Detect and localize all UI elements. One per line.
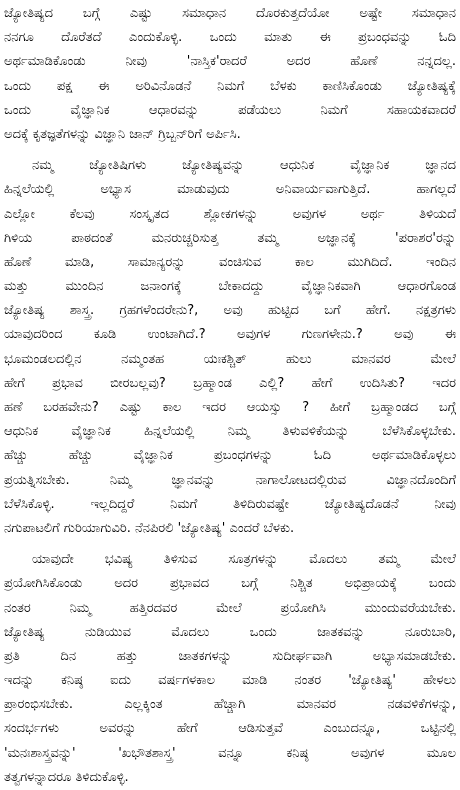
text-line: ಜ್ಯೋತಿಷ್ಯ ಶಾಸ್ತ್ರ. ಗ್ರಹಗಳೆಂದರೇನು?, ಅವು ಹುಟ್ಟಿದ ಬಗೆ ಹೇಗೆ. ನಕ್ಷತ್ರಗಳು	[4, 303, 456, 319]
text-line: ಆಧುನಿಕ ವೈಜ್ಞಾನಿಕ ಹಿನ್ನಲೆಯಲ್ಲಿ ನಿಮ್ಮ ತಿಳುವಳಿಕೆಯನ್ನು ಬೆಳೆಸಿಕೊಳ್ಳಬೇಕು.	[4, 424, 456, 440]
text-line: ಇದನ್ನು ಕನಿಷ್ಠ ಐದು ವರ್ಷಗಳಕಾಲ ಮಾಡಿ ನಂತರ 'ಜ್ಯೋತಿಷ್ಯ' ಹೇಳಲು	[4, 673, 456, 689]
text-line: ಭೂಮಂಡಲದಲ್ಲಿನ ನಮ್ಮಂತಹ ಯಃಕಶ್ಚಿತ್ ಹುಲು ಮಾನವರ ಮೇಲೆ	[4, 351, 456, 367]
paragraph-spacer	[4, 147, 456, 154]
paragraph-3	[4, 548, 456, 790]
text-line: ಜ್ಯೋತಿಷ್ಯದ ಬಗ್ಗೆ ಎಷ್ಟು ಸಮಾಧಾನ ದೊರಕುತ್ತದೆಯೋ ಅಷ್ಟೇ ಸಮಾಧಾನ	[4, 6, 456, 21]
text-line: ನಂತರ ನಿಮ್ಮ ಹತ್ತಿರದವರ ಮೇಲೆ ಪ್ರಯೋಗಿಸಿ ಮುಂದುವರೆಯಬೇಕು.	[4, 600, 456, 616]
text-line: ಅರ್ಥಮಾಡಿಕೊಂಡು ನೀವು 'ನಾಸ್ತಿಕ'ರಾದರೆ ಅದರ ಹೊಣೆ ನನ್ನದಲ್ಲ.	[4, 54, 456, 70]
text-line: ಮತ್ತು ಮುಂದಿನ ಜನಾಂಗಕ್ಕೆ ಬೇಕಾದದ್ದು ವೈಜ್ಞಾನಿಕವಾಗಿ ಆಧಾರಗೊಂಡ	[4, 279, 456, 295]
text-line: 'ಮನಃಶಾಸ್ತ್ರವನ್ನು' 'ಖಭೌತಶಾಸ್ತ್ರ' ವನ್ನೂ ಕನಿಷ್ಠ ಅವುಗಳ ಮೂಲ	[4, 745, 456, 761]
text-line: ಬೆಳೆಸಿಕೊಳ್ಳಿ. ಇಲ್ಲದಿದ್ದರೆ ನಿಮಗೆ ತಿಳಿದಿರುವಷ್ಟೇ ಜ್ಯೋತಿಷ್ಯದೊಡನೆ ನೀವು	[4, 496, 456, 512]
text-line: ಒಂದು ವೈಜ್ಞಾನಿಕ ಆಧಾರವನ್ನು ಪಡೆಯಲು ನಿಮಗೆ ಸಹಾಯಕವಾದರೆ	[4, 102, 456, 118]
text-line: ಹಣೆ ಬರಹವೇನು? ಎಷ್ಟು ಕಾಲ ಇದರ ಆಯಸ್ಸು ? ಹೀಗೆ ಬ್ರಹ್ಮಾಂಡದ ಬಗ್ಗೆ	[4, 400, 456, 415]
text-line: ಪ್ರಾರಂಭಿಸಬೇಕು. ಎಲ್ಲಕ್ಕಿಂತ ಹೆಚ್ಚಾಗಿ ಮಾನವರ ನಡವಳಿಕೆಗಳನ್ನು,	[4, 697, 456, 713]
text-line: ಹೊಣೆ ಮಾಡಿ, ಸಾಮಾನ್ಯರನ್ನು ವಂಚಿಸುವ ಕಾಲ ಮುಗಿದಿದೆ. ಇಂದಿನ	[4, 254, 456, 270]
text-line: ಸಂದರ್ಭಗಳು ಅವರನ್ನು ಹೇಗೆ ಆಡಿಸುತ್ತವೆ ಎಂಬುದನ್ನೂ, ಒಟ್ಟಿನಲ್ಲಿ	[4, 721, 456, 737]
text-line: ಜ್ಯೋತಿಷ್ಯ ನುಡಿಯುವ ಮೊದಲು ಒಂದು ಜಾತಕವನ್ನು ನೂರುಬಾರಿ,	[4, 624, 456, 640]
paragraph-2	[4, 154, 456, 541]
text-line: ಒಂದು ಪಕ್ಷ ಈ ಅರಿವಿನೊಡನೆ ನಿಮಗೆ ಬೆಳಕು ಕಾಣಿಸಿಕೊಂಡು ಜ್ಯೋತಿಷ್ಯಕ್ಕೆ	[4, 78, 456, 94]
text-line: ಎಲ್ಲೋ ಕೆಲವು ಸಂಸ್ಕೃತದ ಶ್ಲೋಕಗಳನ್ನು ಅವುಗಳ ಅರ್ಥ ತಿಳಿಯದೆ	[4, 206, 456, 222]
text-line: ನಮ್ಮ ಜ್ಯೋತಿಷಿಗಳು ಜ್ಯೋತಿಷ್ಯವನ್ನು ಆಧುನಿಕ ವೈಜ್ಞಾನಿಕ ಜ್ಞಾನದ	[32, 158, 456, 174]
text-line: ಹೆಚ್ಚು ಹೆಚ್ಚು ವೈಜ್ಞಾನಿಕ ಪ್ರಬಂಧಗಳನ್ನು ಓದಿ ಅರ್ಥಮಾಡಿಕೊಳ್ಳಲು	[4, 448, 456, 464]
text-line: ಯಾವುದೇ ಭವಿಷ್ಯ ತಿಳಿಸುವ ಸೂತ್ರಗಳನ್ನು ಮೊದಲು ತಮ್ಮ ಮೇಲೆ	[32, 552, 456, 568]
text-line: ಪ್ರತಿ ದಿನ ಹತ್ತು ಜಾತಕಗಳನ್ನು ಸುದೀರ್ಘವಾಗಿ ಅಭ್ಯಾಸಮಾಡಬೇಕು.	[4, 648, 456, 664]
text-line: ಹೇಗೆ ಪ್ರಭಾವ ಬೀರಬಲ್ಲವು? ಬ್ರಹ್ಮಾಂಡ ಎಲ್ಲಿ? ಹೇಗೆ ಉದಿಸಿತು? ಇದರ	[4, 375, 456, 391]
text-line: ತತ್ವಗಳನ್ನಾದರೂ ತಿಳಿದುಕೊಳ್ಳಿ.	[4, 769, 129, 785]
text-line: ಗಿಳಿಯ ಪಾಠದಂತೆ ಮನರುಚ್ಚರಿಸುತ್ತ ತಮ್ಮ ಅಜ್ಞಾನಕ್ಕೆ 'ಪರಾಶರ'ರನ್ನು	[4, 230, 456, 246]
text-line: ಹಿನ್ನಲೆಯಲ್ಲಿ ಅಭ್ಯಾಸ ಮಾಡುವುದು ಅನಿವಾರ್ಯವಾಗುತ್ತಿದೆ. ಹಾಗಲ್ಲದೆ	[4, 182, 456, 198]
paragraph-1	[4, 2, 456, 147]
text-line: ಪ್ರಯೋಗಿಸಿಕೊಂಡು ಅದರ ಪ್ರಭಾವದ ಬಗ್ಗೆ ನಿಶ್ಚಿತ ಅಭಿಪ್ರಾಯಕ್ಕೆ ಬಂದು	[4, 576, 456, 592]
text-line: ನಗುಪಾಟಲಿಗೆ ಗುರಿಯಾಗುವಿರಿ. ನೆನಪಿರಲಿ 'ಜ್ಯೋತಿಷ್ಯ' ಎಂದರೆ ಬೆಳಕು.	[4, 520, 295, 536]
text-line: ಪ್ರಯತ್ನಿಸಬೇಕು. ನಿಮ್ಮ ಜ್ಞಾನವನ್ನು ನಾಗಾಲೋಟದಲ್ಲಿರುವ ವಿಜ್ಞಾನದೊಂದಿಗೆ	[4, 472, 456, 488]
text-line: ನನಗೂ ದೊರೆತದೆ ಎಂದುಕೊಳ್ಳಿ. ಒಂದು ಮಾತು ಈ ಪ್ರಬಂಧವನ್ನು ಓದಿ	[4, 30, 456, 46]
text-line: ಅದಕ್ಕೆ ಕೃತಜ್ಞತೆಗಳನ್ನು ವಿಜ್ಞಾನಿ ಜಾನ್ ಗ್ರಿಬ್ಬನ್‌ರಿಗೆ ಅರ್ಪಿಸಿ.	[4, 126, 241, 142]
paragraph-spacer	[4, 541, 456, 548]
text-line: ಯಾವುದರಿಂದ ಕೂಡಿ ಉಂಟಾಗಿದೆ.? ಅವುಗಳ ಗುಣಗಳೇನು.? ಅವು ಈ	[4, 327, 456, 343]
